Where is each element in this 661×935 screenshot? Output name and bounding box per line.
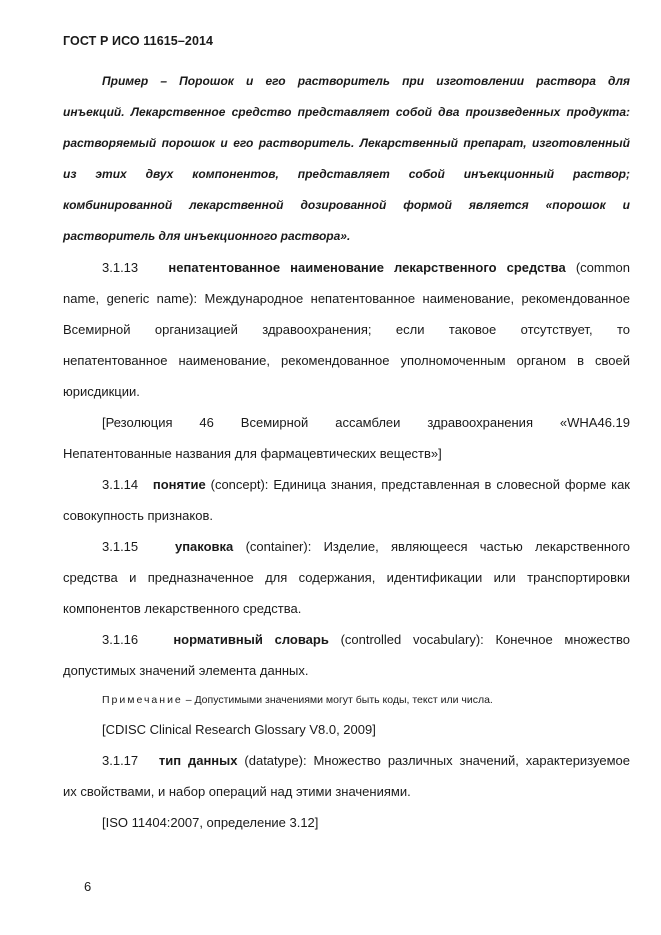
example-line: инъекций. Лекарственное средство представляет собой два произведенных продукта: — [63, 105, 630, 119]
definition-line: допустимых значений элемента данных. — [63, 663, 309, 678]
document-header: ГОСТ Р ИСО 11615–2014 — [63, 34, 214, 48]
definition-source: Непатентованные названия для фармацевтических веществ»] — [63, 446, 442, 461]
definition-source: [CDISC Clinical Research Glossary V8.0, 2009] — [102, 722, 376, 737]
example-line: Пример – Порошок и его растворитель при изготовлении раствора для — [102, 74, 630, 88]
definition-3-1-13 — [63, 252, 630, 469]
definition-line: компонентов лекарственного средства. — [63, 601, 302, 616]
definition-source: [Резолюция 46 Всемирной ассамблеи здравоохранения «WHA46.19 — [102, 415, 630, 430]
definition-source: [ISO 11404:2007, определение 3.12] — [102, 815, 319, 830]
definition-line: средства и предназначенное для содержания, идентификации или транспортировки — [63, 570, 630, 585]
definition-line: name, generic name): Международное непатентованное наименование, рекомендованное — [63, 291, 630, 306]
definition-text: (common — [575, 260, 630, 275]
definition-line: их свойствами, и набор операций над этими значениями. — [63, 784, 411, 799]
definition-term: непатентованное наименование лекарственного средства — [168, 260, 566, 275]
definition-3-1-14 — [63, 469, 630, 531]
definition-first-line — [63, 531, 630, 562]
definition-first-line — [63, 252, 630, 283]
definition-term: нормативный словарь — [173, 632, 329, 647]
note-label: Примечание — [102, 694, 183, 706]
definition-first-line — [63, 624, 630, 655]
example-line: растворитель для инъекционного раствора». — [63, 229, 351, 243]
example-line: растворяемый порошок и его растворитель. Лекарственный препарат, изготовленный — [63, 136, 630, 150]
note-text: – Допустимыми значениями могут быть коды, текст или числа. — [182, 694, 493, 706]
definition-3-1-17 — [63, 745, 630, 838]
page-body — [63, 66, 630, 838]
definition-number: 3.1.14 — [102, 477, 139, 492]
definition-line: совокупность признаков. — [63, 508, 213, 523]
example-line: комбинированной лекарственной дозированной формой является «порошок и — [63, 198, 630, 212]
example-line: из этих двух компонентов, представляет собой инъекционный раствор; — [63, 167, 630, 181]
definition-number: 3.1.15 — [102, 539, 139, 554]
example-block — [63, 66, 630, 252]
definition-term: понятие — [152, 477, 206, 492]
definition-number: 3.1.17 — [102, 753, 139, 768]
definition-3-1-15 — [63, 531, 630, 624]
definition-term: тип данных — [158, 753, 238, 768]
definition-text: (container): Изделие, являющееся частью лекарственного — [245, 539, 631, 554]
definition-text: (datatype): Множество различных значений, характеризуемое — [244, 753, 630, 768]
definition-line: юрисдикции. — [63, 384, 140, 399]
definition-term: упаковка — [174, 539, 234, 554]
definition-line: Всемирной организацией здравоохранения; если таковое отсутствует, то — [63, 322, 630, 337]
definition-first-line — [63, 469, 630, 500]
definition-text: (concept): Единица знания, представленная в словесной форме как — [210, 477, 630, 492]
page-number: 6 — [84, 879, 92, 894]
definition-3-1-16 — [63, 624, 630, 745]
definition-line: непатентованное наименование, рекомендованное уполномоченным органом в своей — [63, 353, 630, 368]
definition-number: 3.1.13 — [102, 260, 139, 275]
definition-first-line — [63, 745, 630, 776]
definition-number: 3.1.16 — [102, 632, 139, 647]
definition-note — [63, 686, 630, 714]
definition-text: (controlled vocabulary): Конечное множество — [340, 632, 630, 647]
